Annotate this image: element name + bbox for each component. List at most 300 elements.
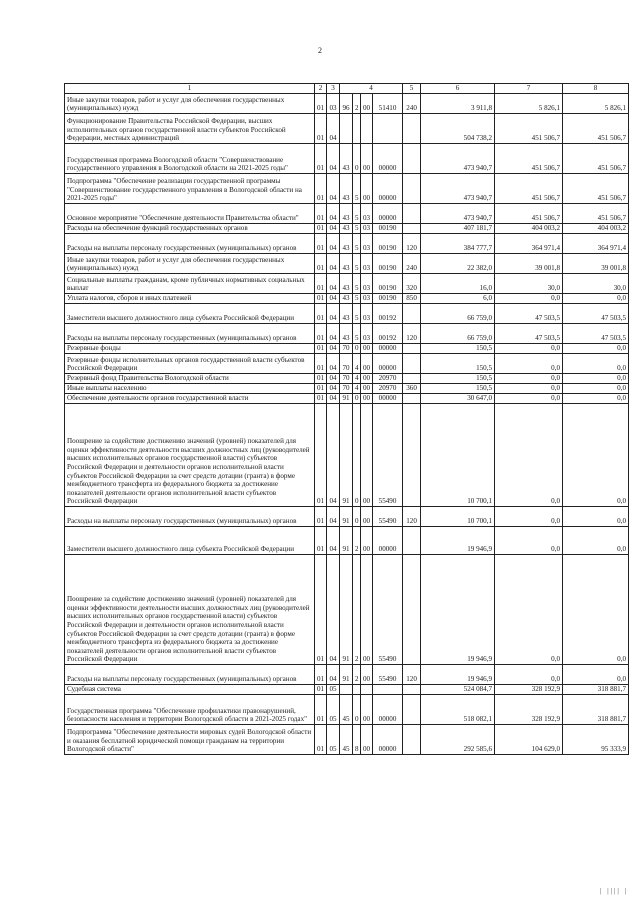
row-name: Основное мероприятие "Обеспечение деятельности Правительства области" — [65, 204, 315, 224]
section-code: 01 — [315, 507, 327, 527]
program-code: 45 — [340, 725, 353, 755]
subsection-code: 04 — [327, 507, 340, 527]
column-header: 8 — [563, 84, 629, 94]
event-code: 00 — [361, 665, 373, 685]
direction-code: 00192 — [373, 324, 403, 344]
subsection-code: 04 — [327, 374, 340, 384]
event-code: 03 — [361, 254, 373, 274]
event-code: 00 — [361, 94, 373, 114]
event-code: 00 — [361, 144, 373, 174]
program-code: 43 — [340, 234, 353, 254]
program-code: 43 — [340, 224, 353, 234]
direction-code: 55490 — [373, 507, 403, 527]
event-code: 00 — [361, 527, 373, 555]
subprogram-code: 0 — [353, 394, 361, 404]
expense-type-code: 360 — [403, 384, 421, 394]
table-row — [65, 695, 629, 725]
event-code: 03 — [361, 324, 373, 344]
amount-col6: 10 700,1 — [421, 404, 495, 507]
direction-code: 00000 — [373, 174, 403, 204]
amount-col7: 104 629,0 — [495, 725, 563, 755]
row-name: Резервный фонд Правительства Вологодской области — [65, 374, 315, 384]
direction-code: 51410 — [373, 94, 403, 114]
direction-code: 00190 — [373, 294, 403, 304]
row-name: Резервные фонды исполнительных органов государственной власти субъектов Российской Федерации — [65, 354, 315, 374]
subsection-code: 04 — [327, 174, 340, 204]
amount-col6: 473 940,7 — [421, 204, 495, 224]
row-name: Резервные фонды — [65, 344, 315, 354]
amount-col8: 47 503,5 — [563, 324, 629, 344]
amount-col6: 19 946,9 — [421, 527, 495, 555]
subprogram-code: 0 — [353, 404, 361, 507]
amount-col8: 95 333,9 — [563, 725, 629, 755]
amount-col8: 451 506,7 — [563, 204, 629, 224]
expense-type-code: 120 — [403, 665, 421, 685]
expense-type-code — [403, 354, 421, 374]
direction-code: 00000 — [373, 695, 403, 725]
table-header-row — [65, 84, 629, 94]
expense-type-code — [403, 344, 421, 354]
program-code — [340, 685, 353, 695]
program-code: 43 — [340, 324, 353, 344]
expense-type-code — [403, 685, 421, 695]
table-row — [65, 344, 629, 354]
amount-col8: 451 506,7 — [563, 144, 629, 174]
scan-mark: | |||| | — [600, 887, 628, 895]
amount-col7: 404 003,2 — [495, 224, 563, 234]
expense-type-code — [403, 114, 421, 144]
subprogram-code: 5 — [353, 204, 361, 224]
expense-type-code — [403, 374, 421, 384]
direction-code — [373, 685, 403, 695]
section-code: 01 — [315, 254, 327, 274]
subsection-code: 04 — [327, 527, 340, 555]
event-code: 03 — [361, 304, 373, 324]
section-code: 01 — [315, 695, 327, 725]
program-code: 91 — [340, 665, 353, 685]
program-code: 43 — [340, 294, 353, 304]
row-name: Обеспечение деятельности органов государственной власти — [65, 394, 315, 404]
table-row — [65, 374, 629, 384]
table-row — [65, 685, 629, 695]
amount-col7: 0,0 — [495, 344, 563, 354]
subsection-code: 04 — [327, 394, 340, 404]
program-code: 91 — [340, 394, 353, 404]
section-code: 01 — [315, 404, 327, 507]
expense-type-code: 120 — [403, 507, 421, 527]
table-row — [65, 725, 629, 755]
event-code: 00 — [361, 344, 373, 354]
amount-col6: 19 946,9 — [421, 665, 495, 685]
expense-type-code — [403, 174, 421, 204]
amount-col6: 407 181,7 — [421, 224, 495, 234]
subsection-code: 05 — [327, 725, 340, 755]
expense-type-code — [403, 404, 421, 507]
subprogram-code: 0 — [353, 695, 361, 725]
event-code — [361, 114, 373, 144]
direction-code: 00000 — [373, 144, 403, 174]
amount-col7: 364 971,4 — [495, 234, 563, 254]
amount-col7: 451 506,7 — [495, 204, 563, 224]
event-code: 00 — [361, 384, 373, 394]
amount-col8: 451 506,7 — [563, 114, 629, 144]
amount-col7: 451 506,7 — [495, 114, 563, 144]
subsection-code: 04 — [327, 344, 340, 354]
event-code: 03 — [361, 274, 373, 294]
row-name: Поощрение за содействие достижению значений (уровней) показателей для оценки эффективности деятельности высших должностных лиц (руководителей высших исполнительных органов государственной власти) субъектов Российской Федерации и деятельности органов исполнительной власти субъектов Российской Федерации за счет средств дотации (гранта) в форме межбюджетного трансферта из федерального бюджета за достижение показателей деятельности органов исполнительной власти субъектов Российской Федерации — [65, 404, 315, 507]
direction-code: 20970 — [373, 374, 403, 384]
subprogram-code — [353, 114, 361, 144]
subprogram-code: 5 — [353, 274, 361, 294]
amount-col8: 5 826,1 — [563, 94, 629, 114]
amount-col8: 0,0 — [563, 294, 629, 304]
column-header: 6 — [421, 84, 495, 94]
column-header: 1 — [65, 84, 315, 94]
amount-col6: 30 647,0 — [421, 394, 495, 404]
row-name: Расходы на выплаты персоналу государственных (муниципальных) органов — [65, 507, 315, 527]
expense-type-code — [403, 144, 421, 174]
table-row — [65, 294, 629, 304]
program-code: 43 — [340, 174, 353, 204]
table-row — [65, 304, 629, 324]
subprogram-code — [353, 685, 361, 695]
event-code: 00 — [361, 555, 373, 665]
event-code: 00 — [361, 507, 373, 527]
subprogram-code: 8 — [353, 725, 361, 755]
section-code: 01 — [315, 304, 327, 324]
amount-col6: 66 759,0 — [421, 304, 495, 324]
amount-col7: 0,0 — [495, 665, 563, 685]
table-row — [65, 174, 629, 204]
amount-col6: 473 940,7 — [421, 174, 495, 204]
amount-col8: 404 003,2 — [563, 224, 629, 234]
subsection-code: 04 — [327, 234, 340, 254]
direction-code: 00190 — [373, 234, 403, 254]
amount-col7: 5 826,1 — [495, 94, 563, 114]
section-code: 01 — [315, 374, 327, 384]
program-code: 45 — [340, 695, 353, 725]
subprogram-code: 0 — [353, 344, 361, 354]
subprogram-code: 2 — [353, 527, 361, 555]
amount-col6: 150,5 — [421, 344, 495, 354]
amount-col8: 451 506,7 — [563, 174, 629, 204]
column-header: 7 — [495, 84, 563, 94]
row-name: Подпрограмма "Обеспечение реализации государственной программы "Совершенствование государственного управления в Вологодской области на 2021-2025 годы" — [65, 174, 315, 204]
direction-code: 00000 — [373, 344, 403, 354]
program-code: 91 — [340, 507, 353, 527]
subsection-code: 04 — [327, 384, 340, 394]
subsection-code: 04 — [327, 114, 340, 144]
amount-col8: 364 971,4 — [563, 234, 629, 254]
expense-type-code: 240 — [403, 94, 421, 114]
table-row — [65, 114, 629, 144]
amount-col8: 0,0 — [563, 394, 629, 404]
subsection-code: 04 — [327, 144, 340, 174]
subprogram-code: 0 — [353, 507, 361, 527]
column-header: 5 — [403, 84, 421, 94]
section-code: 01 — [315, 294, 327, 304]
program-code: 70 — [340, 344, 353, 354]
program-code: 43 — [340, 204, 353, 224]
program-code: 70 — [340, 354, 353, 374]
amount-col8: 0,0 — [563, 374, 629, 384]
page-number: 2 — [318, 46, 322, 55]
section-code: 01 — [315, 384, 327, 394]
expense-type-code: 240 — [403, 254, 421, 274]
event-code: 00 — [361, 725, 373, 755]
section-code: 01 — [315, 685, 327, 695]
direction-code: 00000 — [373, 354, 403, 374]
amount-col8: 47 503,5 — [563, 304, 629, 324]
amount-col6: 22 382,0 — [421, 254, 495, 274]
table-row — [65, 274, 629, 294]
table-row — [65, 204, 629, 224]
amount-col7: 39 001,8 — [495, 254, 563, 274]
amount-col7: 0,0 — [495, 374, 563, 384]
budget-table — [64, 83, 629, 755]
amount-col7: 0,0 — [495, 294, 563, 304]
row-name: Расходы на обеспечение функций государственных органов — [65, 224, 315, 234]
amount-col8: 0,0 — [563, 404, 629, 507]
amount-col6: 524 084,7 — [421, 685, 495, 695]
amount-col7: 451 506,7 — [495, 144, 563, 174]
amount-col8: 0,0 — [563, 384, 629, 394]
table-row — [65, 324, 629, 344]
section-code: 01 — [315, 527, 327, 555]
event-code: 00 — [361, 174, 373, 204]
subsection-code: 04 — [327, 304, 340, 324]
column-header: 2 — [315, 84, 327, 94]
amount-col8: 30,0 — [563, 274, 629, 294]
amount-col8: 0,0 — [563, 507, 629, 527]
amount-col6: 16,0 — [421, 274, 495, 294]
table-row — [65, 234, 629, 254]
program-code — [340, 114, 353, 144]
program-code: 70 — [340, 374, 353, 384]
table-row — [65, 254, 629, 274]
subprogram-code: 5 — [353, 294, 361, 304]
expense-type-code — [403, 394, 421, 404]
subsection-code: 04 — [327, 274, 340, 294]
table-row — [65, 94, 629, 114]
subprogram-code: 5 — [353, 304, 361, 324]
subprogram-code: 0 — [353, 144, 361, 174]
event-code: 00 — [361, 354, 373, 374]
event-code: 03 — [361, 234, 373, 254]
table-row — [65, 555, 629, 665]
amount-col7: 328 192,9 — [495, 695, 563, 725]
table-row — [65, 507, 629, 527]
subprogram-code: 4 — [353, 384, 361, 394]
subprogram-code: 2 — [353, 94, 361, 114]
amount-col7: 0,0 — [495, 555, 563, 665]
section-code: 01 — [315, 665, 327, 685]
amount-col8: 0,0 — [563, 527, 629, 555]
program-code: 91 — [340, 404, 353, 507]
expense-type-code — [403, 204, 421, 224]
amount-col7: 451 506,7 — [495, 174, 563, 204]
subprogram-code: 4 — [353, 374, 361, 384]
subsection-code: 04 — [327, 665, 340, 685]
section-code: 01 — [315, 324, 327, 344]
table-row — [65, 527, 629, 555]
expense-type-code — [403, 555, 421, 665]
table-body — [65, 94, 629, 755]
subsection-code: 04 — [327, 354, 340, 374]
amount-col6: 3 911,8 — [421, 94, 495, 114]
subprogram-code: 4 — [353, 354, 361, 374]
amount-col6: 150,5 — [421, 354, 495, 374]
program-code: 43 — [340, 254, 353, 274]
amount-col6: 518 082,1 — [421, 695, 495, 725]
expense-type-code — [403, 527, 421, 555]
amount-col7: 0,0 — [495, 404, 563, 507]
amount-col7: 0,0 — [495, 354, 563, 374]
expense-type-code — [403, 695, 421, 725]
amount-col6: 6,0 — [421, 294, 495, 304]
amount-col8: 0,0 — [563, 555, 629, 665]
direction-code: 00190 — [373, 254, 403, 274]
event-code: 00 — [361, 374, 373, 384]
row-name: Расходы на выплаты персоналу государственных (муниципальных) органов — [65, 234, 315, 254]
section-code: 01 — [315, 114, 327, 144]
row-name: Поощрение за содействие достижению значений (уровней) показателей для оценки эффективности деятельности высших должностных лиц (руководителей высших исполнительных органов государственной власти) субъектов Российской Федерации и деятельности органов исполнительной власти субъектов Российской Федерации за счет средств дотации (гранта) в форме межбюджетного трансферта из федерального бюджета за достижение показателей деятельности органов исполнительной власти субъектов Российской Федерации — [65, 555, 315, 665]
expense-type-code — [403, 304, 421, 324]
amount-col8: 0,0 — [563, 344, 629, 354]
program-code: 96 — [340, 94, 353, 114]
amount-col8: 39 001,8 — [563, 254, 629, 274]
amount-col6: 473 940,7 — [421, 144, 495, 174]
program-code: 43 — [340, 274, 353, 294]
row-name: Государственная программа "Обеспечение профилактики правонарушений, безопасности населения и территории Вологодской области в 2021-2025 годах" — [65, 695, 315, 725]
table-row — [65, 404, 629, 507]
subprogram-code: 2 — [353, 665, 361, 685]
row-name: Иные закупки товаров, работ и услуг для обеспечения государственных (муниципальных) нужд — [65, 94, 315, 114]
section-code: 01 — [315, 354, 327, 374]
expense-type-code: 120 — [403, 324, 421, 344]
event-code: 03 — [361, 204, 373, 224]
direction-code — [373, 114, 403, 144]
program-code: 91 — [340, 527, 353, 555]
row-name: Расходы на выплаты персоналу государственных (муниципальных) органов — [65, 665, 315, 685]
row-name: Иные закупки товаров, работ и услуг для обеспечения государственных (муниципальных) нужд — [65, 254, 315, 274]
subsection-code: 04 — [327, 324, 340, 344]
column-header: 3 — [327, 84, 340, 94]
amount-col8: 318 881,7 — [563, 685, 629, 695]
row-name: Социальные выплаты гражданам, кроме публичных нормативных социальных выплат — [65, 274, 315, 294]
section-code: 01 — [315, 344, 327, 354]
event-code: 03 — [361, 224, 373, 234]
expense-type-code — [403, 224, 421, 234]
section-code: 01 — [315, 234, 327, 254]
section-code: 01 — [315, 394, 327, 404]
row-name: Подпрограмма "Обеспечение деятельности мировых судей Вологодской области и оказания бесплатной юридической помощи гражданам на территории Вологодской области" — [65, 725, 315, 755]
direction-code: 00000 — [373, 725, 403, 755]
section-code: 01 — [315, 725, 327, 755]
amount-col7: 0,0 — [495, 394, 563, 404]
event-code: 00 — [361, 404, 373, 507]
program-code: 91 — [340, 555, 353, 665]
direction-code: 00192 — [373, 304, 403, 324]
subsection-code: 04 — [327, 294, 340, 304]
subsection-code: 04 — [327, 204, 340, 224]
amount-col8: 0,0 — [563, 354, 629, 374]
amount-col7: 0,0 — [495, 507, 563, 527]
section-code: 01 — [315, 555, 327, 665]
subsection-code: 05 — [327, 695, 340, 725]
direction-code: 00190 — [373, 224, 403, 234]
amount-col7: 47 503,5 — [495, 304, 563, 324]
table-row — [65, 354, 629, 374]
direction-code: 00190 — [373, 274, 403, 294]
section-code: 01 — [315, 144, 327, 174]
table-row — [65, 144, 629, 174]
event-code: 00 — [361, 695, 373, 725]
event-code: 03 — [361, 294, 373, 304]
subsection-code: 03 — [327, 94, 340, 114]
row-name: Иные выплаты населению — [65, 384, 315, 394]
table-row — [65, 394, 629, 404]
amount-col6: 384 777,7 — [421, 234, 495, 254]
amount-col7: 30,0 — [495, 274, 563, 294]
subprogram-code: 5 — [353, 234, 361, 254]
amount-col6: 150,5 — [421, 374, 495, 384]
amount-col6: 10 700,1 — [421, 507, 495, 527]
table-row — [65, 384, 629, 394]
amount-col6: 292 585,6 — [421, 725, 495, 755]
row-name: Заместители высшего должностного лица субъекта Российской Федерации — [65, 304, 315, 324]
column-header: 4 — [340, 84, 403, 94]
amount-col7: 328 192,9 — [495, 685, 563, 695]
subprogram-code: 5 — [353, 174, 361, 204]
amount-col7: 0,0 — [495, 384, 563, 394]
row-name: Судебная система — [65, 685, 315, 695]
amount-col6: 150,5 — [421, 384, 495, 394]
direction-code: 00000 — [373, 204, 403, 224]
table-row — [65, 665, 629, 685]
program-code: 43 — [340, 144, 353, 174]
section-code: 01 — [315, 174, 327, 204]
subsection-code: 04 — [327, 404, 340, 507]
subprogram-code: 5 — [353, 324, 361, 344]
section-code: 01 — [315, 94, 327, 114]
direction-code: 55490 — [373, 404, 403, 507]
expense-type-code: 320 — [403, 274, 421, 294]
subsection-code: 04 — [327, 254, 340, 274]
row-name: Заместители высшего должностного лица субъекта Российской Федерации — [65, 527, 315, 555]
subsection-code: 04 — [327, 224, 340, 234]
event-code — [361, 685, 373, 695]
section-code: 01 — [315, 274, 327, 294]
subprogram-code: 2 — [353, 555, 361, 665]
expense-type-code: 120 — [403, 234, 421, 254]
amount-col6: 19 946,9 — [421, 555, 495, 665]
direction-code: 55490 — [373, 555, 403, 665]
program-code: 70 — [340, 384, 353, 394]
event-code: 00 — [361, 394, 373, 404]
row-name: Государственная программа Вологодской области "Совершенствование государственного управления в Вологодской области на 2021-2025 годы" — [65, 144, 315, 174]
row-name: Уплата налогов, сборов и иных платежей — [65, 294, 315, 304]
direction-code: 20970 — [373, 384, 403, 394]
section-code: 01 — [315, 204, 327, 224]
row-name: Расходы на выплаты персоналу государственных (муниципальных) органов — [65, 324, 315, 344]
subsection-code: 05 — [327, 685, 340, 695]
amount-col8: 0,0 — [563, 665, 629, 685]
direction-code: 00000 — [373, 527, 403, 555]
subprogram-code: 5 — [353, 224, 361, 234]
row-name: Функционирование Правительства Российской Федерации, высших исполнительных органов государственной власти субъектов Российской Федерации, местных администраций — [65, 114, 315, 144]
amount-col7: 0,0 — [495, 527, 563, 555]
